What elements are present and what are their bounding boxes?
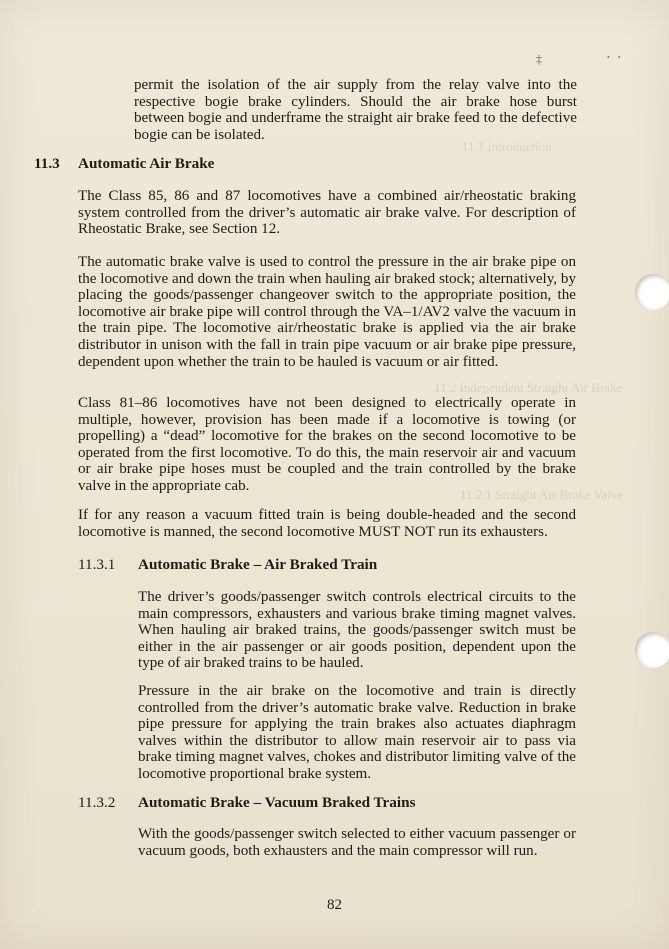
bleed-through-text: 11.1 Introduction	[462, 139, 552, 154]
subsection-paragraph: The driver’s goods/passenger switch controls electrical circuits to the main compressors, exhausters and various brake timing magnet valves. When hauling air braked trains, the goods/passenger switch must be either in the air passenger or air goods position, dependent upon the type of air braked trains to be hauled.	[138, 589, 576, 672]
section-paragraph: The automatic brake valve is used to control the pressure in the air brake pipe on the locomotive and down the train when hauling air braked stock; alternatively, by placing the goods/passenger changeover switch to the appropriate position, the locomotive air brake pipe will control through the VA–1/AV2 valve the vacuum in the train pipe. The locomotive air/rheostatic brake is applied via the air brake distributor in unison with the fall in train pipe vacuum or air brake pipe pressure, dependent upon whether the train to be hauled is vacuum or air fitted.	[78, 254, 576, 370]
intro-paragraph: permit the isolation of the air supply from the relay valve into the respective bogie brake cylinders. Should the air brake hose burst between bogie and underframe the straight air brake feed to the defective bogie can be isolated.	[134, 77, 577, 143]
section-paragraph: The Class 85, 86 and 87 locomotives have a combined air/rheostatic braking system controlled from the driver’s automatic air brake valve. For description of Rheostatic Brake, see Section 12.	[78, 188, 576, 238]
punch-hole-top	[635, 274, 669, 310]
section-number: 11.3	[34, 155, 60, 172]
corner-mark: ‡	[536, 52, 542, 66]
subsection-title: Automatic Brake – Air Braked Train	[138, 556, 378, 573]
bleed-through-text: 11.2.1 Straight Air Brake Valve	[460, 487, 624, 502]
subsection-title: Automatic Brake – Vacuum Braked Trains	[138, 794, 416, 811]
section-title: Automatic Air Brake	[78, 155, 215, 172]
subsection-paragraph: Pressure in the air brake on the locomotive and train is directly controlled from the driver’s automatic brake valve. Reduction in brake pipe pressure for applying the train brakes also actuates diaphragm valves within the distributor to allow main reservoir air to pass via brake timing magnet valves, chokes and distributor limiting valve of the locomotive proportional brake system.	[138, 683, 576, 782]
section-paragraph: If for any reason a vacuum fitted train is being double-headed and the second locomotive is manned, the second locomotive MUST NOT run its exhausters.	[78, 507, 576, 540]
section-paragraph: Class 81–86 locomotives have not been designed to electrically operate in multiple, however, provision has been made if a locomotive is towing (or propelling) a “dead” locomotive for the brakes on the second locomotive to be operated from the first locomotive. To do this, the main reservoir air and vacuum or air brake pipe hoses must be coupled and the train controlled by the brake valve in the appropriate cab.	[78, 395, 576, 494]
bleed-through-text: 11.2 Independent Straight Air Brake	[434, 380, 623, 395]
subsection-paragraph: With the goods/passenger switch selected to either vacuum passenger or vacuum goods, both exhausters and the main compressor will run.	[138, 826, 576, 859]
page-number: 82	[327, 897, 342, 913]
subsection-number: 11.3.1	[78, 556, 116, 573]
corner-dots: • •	[607, 53, 624, 62]
punch-hole-bottom	[635, 632, 669, 668]
subsection-number: 11.3.2	[78, 794, 116, 811]
